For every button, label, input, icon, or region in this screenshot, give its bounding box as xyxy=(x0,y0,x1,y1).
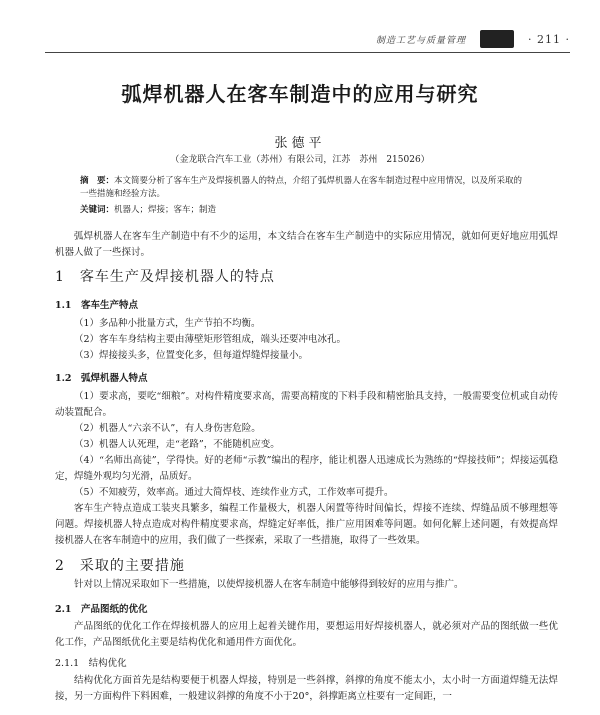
paper-title: 弧焊机器人在客车制造中的应用与研究 xyxy=(121,82,479,106)
keywords-label: 关键词： xyxy=(80,205,115,215)
list-item: （1）多品种小批量方式，生产节拍不均衡。 xyxy=(74,318,261,329)
list-item: （5）不知疲劳，效率高。通过大简焊枝、连续作业方式，工作效率可提升。 xyxy=(74,487,394,498)
section-2-1-paragraph: 产品图纸的优化工作在焊接机器人的应用上起着关键作用，要想运用好焊接机器人，就必须对产品的图纸做一些优化工作，产品图纸优化主要是结构优化和通用件方面优化。 xyxy=(55,621,558,648)
list-item: （3）机器人认死理，走“老路”，不能随机应变。 xyxy=(74,439,280,450)
section-1-2-heading: 1.2 弧焊机器人特点 xyxy=(55,373,148,384)
header-logo-icon xyxy=(480,30,514,48)
summary-paragraph: 客车生产特点造成工装夹具繁多，编程工作量极大，机器人闲置等待时间偏长，焊接不连续、焊缝品质不够理想等问题。焊接机器人特点造成对构件精度要求高，焊缝定好率低，推广应用困难等问题。如何化解上述问题，有效提高焊接机器人在客车制造中的应用，我们做了一些探索，采取了一些措施，取得了一些效果。 xyxy=(55,503,558,546)
list-item: （3）焊接接头多，位置变化多，但每道焊缝焊接量小。 xyxy=(74,350,309,361)
section-1-2-list xyxy=(55,389,558,549)
section-2-1-1-paragraph: 结构优化方面首先是结构要便于机器人焊接，特别是一些斜撑，斜撑的角度不能太小，太小时一方面道焊缝无法焊接，另一方面构件下料困难，一般建议斜撑的角度不小于20°，斜撑距离立柱要有一定间距，一 xyxy=(55,675,558,702)
intro-paragraph: 弧焊机器人在客车生产制造中有不少的运用，本文结合在客车生产制造中的实际应用情况，就如何更好地应用弧焊机器人做了一些探讨。 xyxy=(55,231,558,258)
abstract xyxy=(80,175,530,201)
list-item: （2）机器人“六亲不认”，有人身伤害危险。 xyxy=(74,423,261,434)
page-number: · 211 · xyxy=(528,32,570,46)
author-affiliation: （金龙联合汽车工业（苏州）有限公司，江苏 苏州 215026） xyxy=(170,155,430,165)
section-1-1-list xyxy=(55,316,558,364)
section-2-1-1-heading: 2.1.1 结构优化 xyxy=(55,658,127,669)
keywords xyxy=(80,203,530,215)
section-2-heading: 2 采取的主要措施 xyxy=(55,558,185,574)
running-header xyxy=(60,28,570,50)
section-2-intro: 针对以上情况采取如下一些措施，以使焊接机器人在客车制造中能够得到较好的应用与推广。 xyxy=(74,579,464,590)
section-2-1-heading: 2.1 产品图纸的优化 xyxy=(55,604,148,615)
list-item: （1）要求高，要吃“细粮”。对构件精度要求高，需要高精度的下料手段和精密胎具支持，一般需要变位机或自动传动装置配合。 xyxy=(55,391,558,418)
section-1-heading: 1 客车生产及焊接机器人的特点 xyxy=(55,269,275,285)
abstract-label: 摘 要： xyxy=(80,176,115,186)
list-item: （2）客车车身结构主要由薄壁矩形管组成，端头还要冲电冰孔。 xyxy=(74,334,347,345)
list-item: （4）“名师出高徒”，学得快。好的老师“示教”编出的程序，能让机器人迅速成长为熟练的“焊接技师”；焊接运弧稳定，焊缝外观均匀光滑，品质好。 xyxy=(55,455,558,482)
author-name: 张德平 xyxy=(274,136,326,151)
section-1-1-heading: 1.1 客车生产特点 xyxy=(55,300,139,311)
header-rule xyxy=(45,52,570,53)
journal-name: 制造工艺与质量管理 xyxy=(376,35,467,46)
abstract-text: 本文简要分析了客车生产及焊接机器人的特点，介绍了弧焊机器人在客车制造过程中应用情况，以及所采取的一些措施和经验方法。 xyxy=(80,176,523,199)
keywords-text: 机器人；焊接；客车；制造 xyxy=(114,205,217,215)
